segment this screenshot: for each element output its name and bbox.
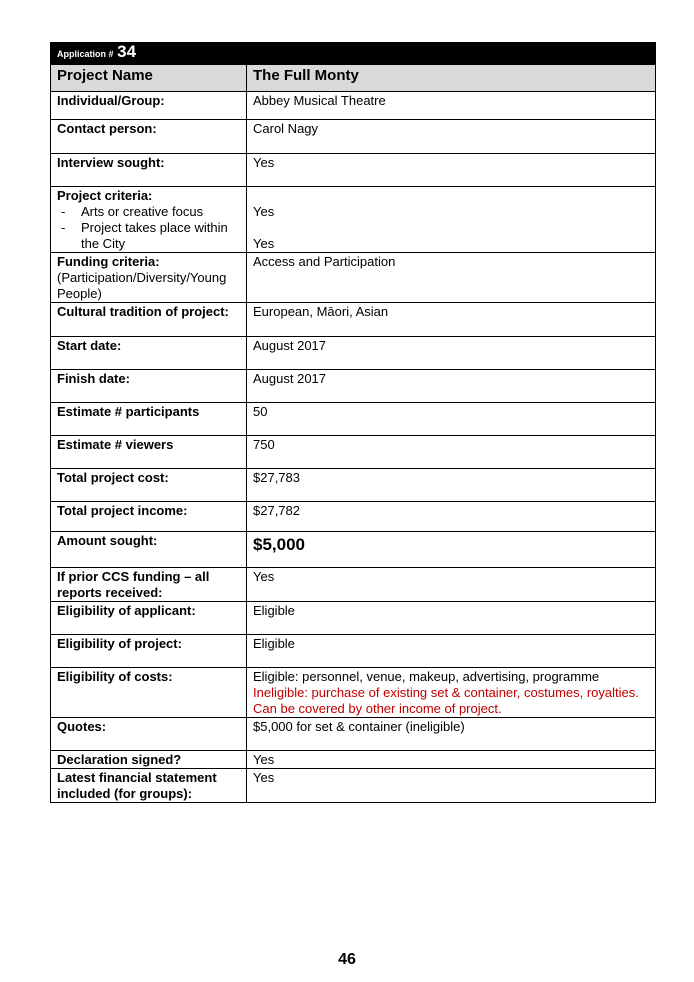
row-contact-person [51, 120, 656, 154]
amount-sought-cell [247, 532, 656, 568]
financial-statement-label: Latest financial statement included (for groups): [51, 769, 247, 803]
row-estimate-participants [51, 403, 656, 436]
estimate-viewers-label: Estimate # viewers [51, 436, 247, 469]
estimate-participants-label: Estimate # participants [51, 403, 247, 436]
contact-person-label: Contact person: [51, 120, 247, 154]
amount-sought-label: Amount sought: [51, 532, 247, 568]
criteria-value: Yes [253, 204, 275, 219]
project-name-label: Project Name [51, 65, 247, 92]
estimate-viewers-value: 750 [247, 436, 656, 469]
prior-funding-value: Yes [247, 568, 656, 602]
row-eligibility-project [51, 635, 656, 668]
row-estimate-viewers [51, 436, 656, 469]
total-income-value: $27,782 [247, 502, 656, 532]
total-cost-value: $27,783 [247, 469, 656, 502]
financial-statement-value: Yes [247, 769, 656, 803]
finish-date-label: Finish date: [51, 370, 247, 403]
row-total-cost [51, 469, 656, 502]
page-number: 46 [338, 951, 356, 968]
application-number: 34 [117, 42, 137, 61]
row-interview-sought [51, 154, 656, 187]
row-quotes [51, 718, 656, 751]
quotes-label: Quotes: [51, 718, 247, 751]
project-name-value: The Full Monty [247, 65, 656, 92]
contact-person-value: Carol Nagy [247, 120, 656, 154]
row-eligibility-costs [51, 668, 656, 718]
row-project-criteria [51, 187, 656, 253]
start-date-label: Start date: [51, 337, 247, 370]
funding-criteria-sublabel: (Participation/Diversity/Young People) [57, 270, 227, 301]
application-number-label: Application # [57, 49, 114, 59]
eligibility-costs-cell [247, 668, 656, 718]
cultural-tradition-value: European, Māori, Asian [247, 303, 656, 337]
row-declaration [51, 751, 656, 769]
eligibility-project-value: Eligible [247, 635, 656, 668]
finish-date-value: August 2017 [247, 370, 656, 403]
prior-funding-label: If prior CCS funding – all reports received: [51, 568, 247, 602]
amount-sought-value: $5,000 [253, 535, 305, 554]
start-date-value: August 2017 [247, 337, 656, 370]
application-table [50, 42, 656, 803]
project-criteria-label: Project criteria: [57, 188, 153, 203]
application-number-blank [247, 43, 656, 65]
criteria-value: Yes [253, 236, 275, 251]
total-cost-label: Total project cost: [51, 469, 247, 502]
individual-group-label: Individual/Group: [51, 92, 247, 120]
interview-sought-label: Interview sought: [51, 154, 247, 187]
project-criteria-list [57, 204, 240, 252]
row-cultural-tradition [51, 303, 656, 337]
funding-criteria-label-cell [51, 253, 247, 303]
row-finish-date [51, 370, 656, 403]
row-total-income [51, 502, 656, 532]
project-criteria-values [247, 187, 656, 253]
funding-criteria-value: Access and Participation [247, 253, 656, 303]
total-income-label: Total project income: [51, 502, 247, 532]
row-amount-sought [51, 532, 656, 568]
application-number-cell [51, 43, 247, 65]
row-funding-criteria [51, 253, 656, 303]
funding-criteria-label: Funding criteria: [57, 254, 160, 269]
criteria-item: - Arts or creative focus [57, 204, 240, 220]
row-individual-group [51, 92, 656, 120]
interview-sought-value: Yes [247, 154, 656, 187]
estimate-participants-value: 50 [247, 403, 656, 436]
criteria-item: - Project takes place within the City [57, 220, 240, 252]
eligibility-applicant-value: Eligible [247, 602, 656, 635]
cultural-tradition-label: Cultural tradition of project: [51, 303, 247, 337]
application-number-row [51, 43, 656, 65]
quotes-value: $5,000 for set & container (ineligible) [247, 718, 656, 751]
project-name-row [51, 65, 656, 92]
row-eligibility-applicant [51, 602, 656, 635]
row-prior-funding [51, 568, 656, 602]
project-criteria-label-cell [51, 187, 247, 253]
row-start-date [51, 337, 656, 370]
eligible-costs-text: Eligible: personnel, venue, makeup, advertising, programme [253, 669, 600, 684]
eligibility-project-label: Eligibility of project: [51, 635, 247, 668]
declaration-value: Yes [247, 751, 656, 769]
row-financial-statement [51, 769, 656, 803]
individual-group-value: Abbey Musical Theatre [247, 92, 656, 120]
declaration-label: Declaration signed? [51, 751, 247, 769]
ineligible-costs-text: Ineligible: purchase of existing set & container, costumes, royalties. Can be covered by other income of project. [253, 685, 639, 716]
eligibility-applicant-label: Eligibility of applicant: [51, 602, 247, 635]
eligibility-costs-label: Eligibility of costs: [51, 668, 247, 718]
